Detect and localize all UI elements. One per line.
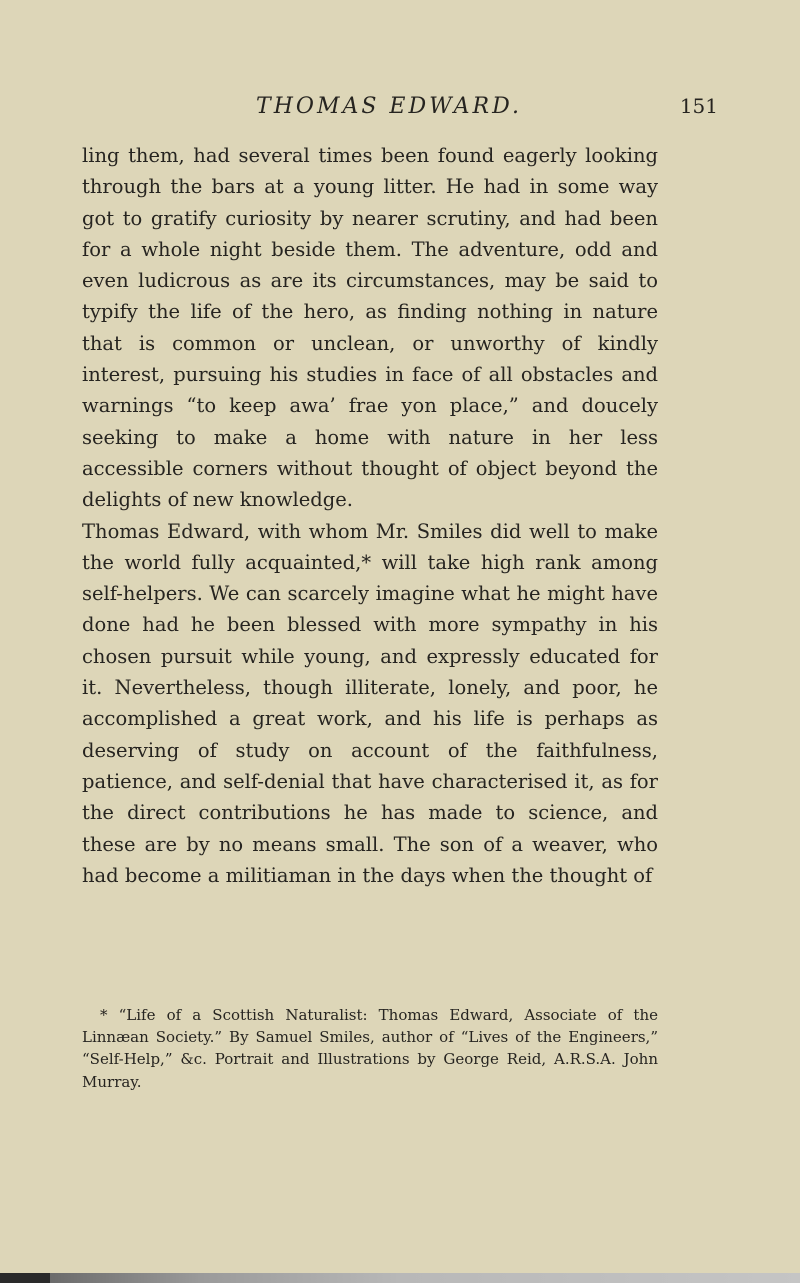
scan-edge-band: [0, 1273, 800, 1283]
running-title: THOMAS EDWARD.: [256, 94, 522, 119]
paragraph-thomas-edward: Thomas Edward, with whom Mr. Smiles did well to make the world fully acquainted,* will take high rank among self-helpers. We can scarcely imagine what he might have done had he been blessed with more sympathy in his chosen pursuit while young, and expressly educated for it. Nevertheless, though illiterate, lonely, and poor, he accomplished a great work, and his life is perhaps as deserving of study on account of the faithfulness, patience, and self-denial that have characterised it, as for the direct contributions he has made to science, and these are by no means small. The son of a weaver, who had become a militiaman in the days when the thought of: [82, 519, 658, 887]
footnote-text: * “Life of a Scottish Naturalist: Thomas Edward, Associate of the Linnæan Society.” By Samuel Smiles, author of “Lives of the Engineers,” “Self-Help,” &c. Portrait and Illustrations by George Reid, A.R.S.A. John Murray.: [82, 1006, 658, 1091]
running-head: [60, 94, 718, 124]
page-number: 151: [679, 94, 718, 118]
footnote: [82, 1004, 658, 1093]
paragraph-continuation: ling them, had several times been found eagerly looking through the bars at a young litter. He had in some way got to gratify curiosity by nearer scrutiny, and had been for a whole night beside them. The adventure, odd and even ludicrous as are its circumstances, may be said to typify the life of the hero, as finding nothing in nature that is common or unclean, or unworthy of kindly interest, pursuing his studies in face of all obstacles and warnings “to keep awa’ frae yon place,” and doucely seeking to make a home with nature in her less accessible corners without thought of object beyond the delights of new knowledge.: [82, 144, 658, 512]
body-text: [82, 140, 658, 891]
